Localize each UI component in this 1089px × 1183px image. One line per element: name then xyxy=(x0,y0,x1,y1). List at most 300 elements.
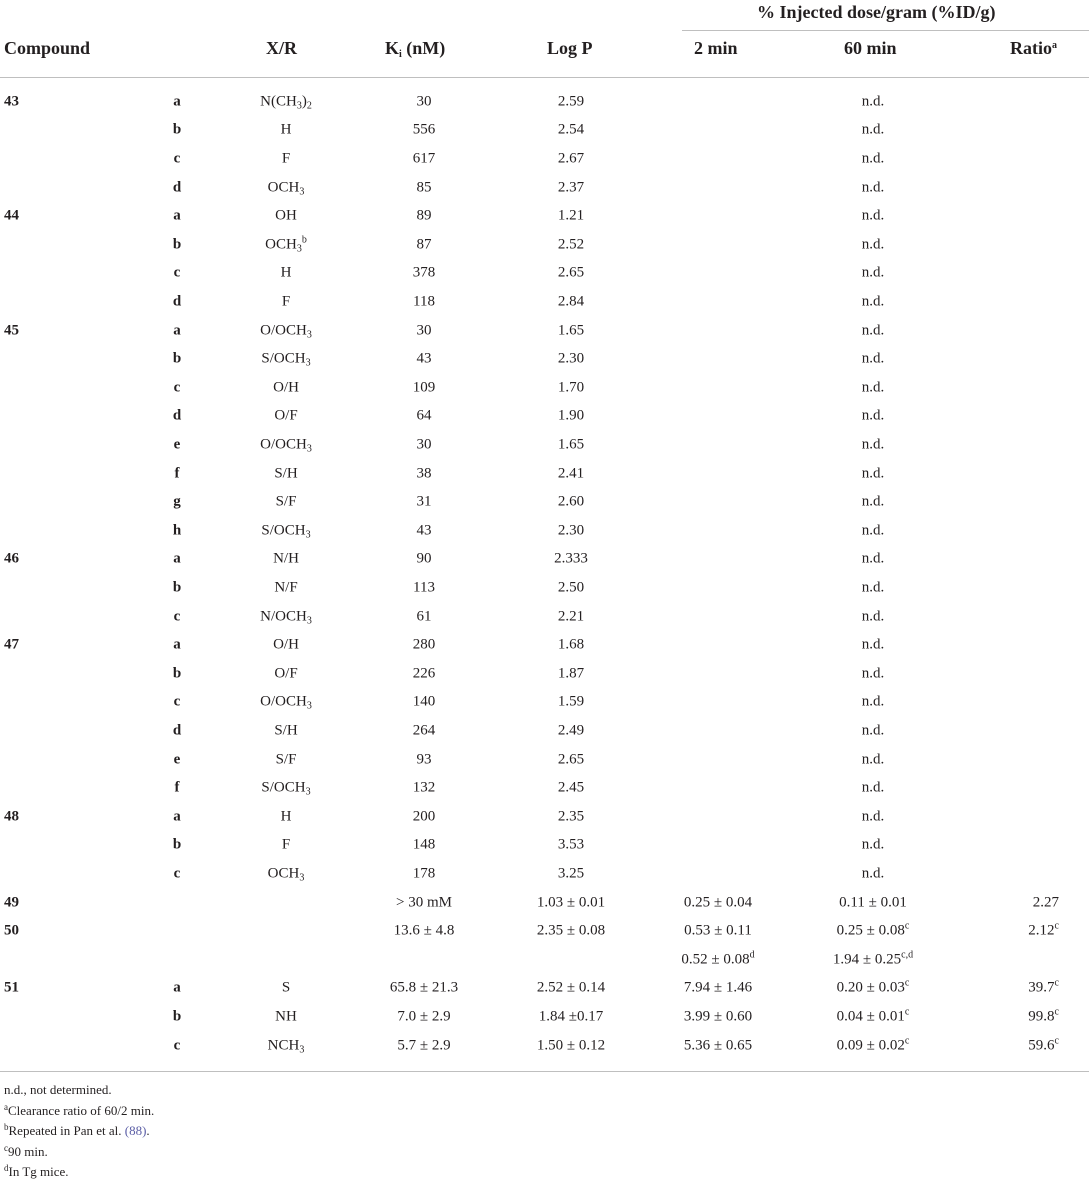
compound-number: 49 xyxy=(4,894,19,911)
dose-60min-text xyxy=(862,665,885,682)
dose-60min-value: n.d. xyxy=(861,150,885,167)
compound-number: 43 xyxy=(4,93,19,110)
footnote-text: In Tg mice. xyxy=(8,1164,69,1180)
dose-60min-text xyxy=(862,436,885,453)
substituent-xr-formula: $NCH_3$ xyxy=(267,1037,305,1056)
substituent-xr-text xyxy=(260,93,312,110)
dose-60min-value: n.d. xyxy=(861,665,885,682)
table-row xyxy=(0,202,1089,231)
dose-60min-text xyxy=(862,122,885,139)
substituent-xr-text xyxy=(282,150,290,167)
header-ratio-sup: a xyxy=(1052,40,1057,51)
substituent-xr-text xyxy=(268,1037,305,1054)
compound-variant-letter: g xyxy=(173,493,181,510)
clearance-ratio-value: 2.12 xyxy=(1028,922,1055,939)
dose-2min-text xyxy=(684,980,752,997)
dose-60min-value: n.d. xyxy=(861,207,885,224)
substituent-xr-formula: O/F xyxy=(274,665,298,682)
substituent-xr-text xyxy=(274,579,297,596)
dose-60min-text xyxy=(862,265,885,282)
dose-60min-text xyxy=(862,465,885,482)
substituent-xr-text xyxy=(260,608,312,625)
dose-60min-value: n.d. xyxy=(861,608,885,625)
substituent-xr-formula: S/H xyxy=(274,465,298,482)
compound-variant-letter: a xyxy=(173,322,181,339)
dose-60min-text xyxy=(862,837,885,854)
dose-60min-text xyxy=(862,522,885,539)
ki-value-text: 113 xyxy=(413,579,435,596)
compound-variant-letter: c xyxy=(173,693,181,710)
dose-60min-value: n.d. xyxy=(861,264,885,281)
dose-60min-text xyxy=(862,379,885,396)
footnote-c xyxy=(4,1142,154,1163)
substituent-xr-formula: O/F xyxy=(274,407,298,424)
header-ki-sub: i xyxy=(399,49,402,60)
substituent-xr-formula: $N(CH_3)_2$ xyxy=(260,93,312,112)
table-row xyxy=(0,402,1089,431)
table-row xyxy=(0,660,1089,689)
table-row xyxy=(0,974,1089,1003)
substituent-xr-formula: N/H xyxy=(273,550,299,567)
ki-value-text: 61 xyxy=(416,608,432,625)
footnote-sup: a xyxy=(4,1101,8,1112)
dose-60min-value: 0.25 ± 0.08 xyxy=(836,922,905,939)
substituent-xr-formula: $O/OCH_3$ xyxy=(260,436,312,455)
ki-value-text: 148 xyxy=(412,836,436,853)
dose-2min-value: 3.99 ± 0.60 xyxy=(683,1008,753,1025)
substituent-xr-formula: S/F xyxy=(275,751,297,768)
dose-60min-text xyxy=(836,977,910,997)
clearance-ratio-value: 39.7 xyxy=(1028,979,1055,996)
dose-60min-value: n.d. xyxy=(861,493,885,510)
clearance-ratio xyxy=(1028,977,1059,997)
compound-variant-letter: d xyxy=(172,293,182,310)
compound-variant-letter: a xyxy=(173,636,181,653)
dose-2min-text xyxy=(684,923,752,940)
table-row xyxy=(0,631,1089,660)
ki-value-text: 89 xyxy=(416,207,432,224)
compound-number: 47 xyxy=(4,636,19,653)
group-header-injected-dose: % Injected dose/gram (%ID/g) xyxy=(757,2,996,22)
substituent-xr-formula: H xyxy=(280,264,292,281)
compound-variant-letter: c xyxy=(173,865,181,882)
dose-60min-sup: c xyxy=(904,977,910,989)
dose-60min-value: n.d. xyxy=(861,322,885,339)
dose-60min-value: n.d. xyxy=(861,693,885,710)
dose-2min-value: 0.52 ± 0.08 xyxy=(681,951,750,968)
logp-value-text: 3.53 xyxy=(557,836,585,853)
ki-value-text: 140 xyxy=(412,693,436,710)
logp-value-text: 2.41 xyxy=(557,465,585,482)
logp-value-text: 2.59 xyxy=(557,93,585,110)
substituent-xr-text xyxy=(261,780,310,797)
header-ratio-label: Ratio xyxy=(1010,38,1052,58)
ki-value-text: 65.8 ± 21.3 xyxy=(389,979,459,996)
table-row xyxy=(0,259,1089,288)
dose-60min-sup: c xyxy=(904,920,910,932)
compound-variant-letter: d xyxy=(172,179,182,196)
compound-variant-letter: h xyxy=(172,522,182,539)
footnote-sup: c xyxy=(4,1142,8,1153)
compound-number: 50 xyxy=(4,922,19,939)
clearance-ratio-value: 59.6 xyxy=(1028,1037,1055,1054)
table-row xyxy=(0,574,1089,603)
compound-variant-letter: b xyxy=(172,121,182,138)
footnote-d xyxy=(4,1162,154,1183)
dose-60min-value: n.d. xyxy=(861,722,885,739)
substituent-xr-formula: $O/OCH_3$ xyxy=(260,693,312,712)
logp-value-text: 2.45 xyxy=(557,779,585,796)
header-ki xyxy=(385,38,445,59)
dose-60min-value: n.d. xyxy=(861,636,885,653)
dose-60min-text xyxy=(862,351,885,368)
table-row xyxy=(0,717,1089,746)
footnote-text-end: . xyxy=(146,1123,150,1139)
dose-60min-value: 1.94 ± 0.25 xyxy=(832,951,902,968)
substituent-xr-text xyxy=(281,265,292,282)
logp-value-text: 2.49 xyxy=(557,722,585,739)
compound-variant-letter: f xyxy=(174,779,180,796)
substituent-xr-sup: b xyxy=(301,234,307,246)
logp-value-text: 2.52 xyxy=(557,236,585,253)
dose-60min-value: 0.09 ± 0.02 xyxy=(836,1037,905,1054)
clearance-ratio xyxy=(1028,1008,1059,1025)
table-row xyxy=(0,1003,1089,1032)
table-row xyxy=(0,459,1089,488)
dose-60min-text xyxy=(836,920,910,940)
substituent-xr-formula: F xyxy=(281,293,291,310)
ki-value-text: 38 xyxy=(416,465,432,482)
substituent-xr-formula: H xyxy=(280,121,292,138)
logp-value-text: 1.68 xyxy=(557,636,585,653)
dose-60min-value: n.d. xyxy=(861,465,885,482)
ki-value-text: 118 xyxy=(413,293,435,310)
dose-60min-text xyxy=(862,322,885,339)
dose-60min-value: n.d. xyxy=(861,236,885,253)
ki-value-text: > 30 mM xyxy=(396,894,452,911)
footnote-sup: b xyxy=(4,1122,9,1133)
substituent-xr-formula: $OCH_3$ xyxy=(267,865,305,884)
substituent-xr-text xyxy=(274,722,297,739)
table-bottom-rule xyxy=(0,1071,1089,1072)
dose-60min-value: n.d. xyxy=(861,836,885,853)
footnote-nd xyxy=(4,1080,154,1101)
table-row xyxy=(0,888,1089,917)
header-bottom-rule xyxy=(0,77,1089,78)
compound-variant-letter: b xyxy=(172,1008,182,1025)
compound-variant-letter: a xyxy=(173,979,181,996)
compound-variant-letter: f xyxy=(174,465,180,482)
substituent-xr-text xyxy=(274,665,297,682)
ki-value-text: 30 xyxy=(416,322,432,339)
ki-value-text: 87 xyxy=(416,236,432,253)
dose-60min-text xyxy=(862,408,885,425)
dose-60min-text xyxy=(837,1008,910,1025)
reference-link[interactable]: (88) xyxy=(124,1123,147,1139)
logp-value-text: 2.65 xyxy=(557,264,585,281)
dose-60min-value: n.d. xyxy=(861,179,885,196)
logp-value-text: 2.60 xyxy=(557,493,585,510)
compound-variant-letter: d xyxy=(172,722,182,739)
dose-2min-value: 5.36 ± 0.65 xyxy=(683,1037,753,1054)
dose-60min-value: 0.20 ± 0.03 xyxy=(836,979,905,996)
clearance-ratio-sup: c xyxy=(1054,1006,1059,1018)
clearance-ratio-value: 2.27 xyxy=(1032,894,1059,911)
substituent-xr-text xyxy=(275,208,297,225)
header-ki-k: K xyxy=(385,38,400,58)
substituent-xr-text xyxy=(282,293,290,310)
dose-60min-text xyxy=(862,865,885,882)
dose-60min-sup: c xyxy=(904,1006,910,1018)
table-row xyxy=(0,1031,1089,1060)
dose-60min-text xyxy=(839,894,907,911)
ki-value-text: 556 xyxy=(412,121,436,138)
ki-value-text: 200 xyxy=(412,808,436,825)
logp-value-text: 2.35 ± 0.08 xyxy=(536,922,606,939)
dose-60min-sup: c xyxy=(904,1035,910,1047)
table-row xyxy=(0,946,1089,975)
dose-2min-sup: d xyxy=(749,949,755,961)
logp-value-text: 2.65 xyxy=(557,751,585,768)
dose-60min-text xyxy=(862,579,885,596)
dose-60min-text xyxy=(862,808,885,825)
dose-60min-value: n.d. xyxy=(861,865,885,882)
logp-value-text: 1.03 ± 0.01 xyxy=(536,894,606,911)
logp-value-text: 2.67 xyxy=(557,150,585,167)
substituent-xr-formula: O/H xyxy=(273,636,299,653)
compound-variant-letter: c xyxy=(173,608,181,625)
logp-value-text: 1.21 xyxy=(557,207,585,224)
substituent-xr-text xyxy=(273,379,299,396)
dose-60min-text xyxy=(837,1037,910,1054)
table-row xyxy=(0,831,1089,860)
substituent-xr-text xyxy=(260,694,312,711)
table-row xyxy=(0,774,1089,803)
ki-value-text: 93 xyxy=(416,751,432,768)
table-row xyxy=(0,488,1089,517)
logp-value-text: 1.87 xyxy=(557,665,585,682)
logp-value-text: 1.84 ±0.17 xyxy=(538,1008,604,1025)
ki-value-text: 280 xyxy=(412,636,436,653)
ki-value-text: 264 xyxy=(412,722,436,739)
dose-2min-text xyxy=(684,894,752,911)
substituent-xr-formula: $N/OCH_3$ xyxy=(260,608,312,627)
ki-value-text: 64 xyxy=(416,407,432,424)
logp-value-text: 3.25 xyxy=(557,865,585,882)
clearance-ratio xyxy=(1028,920,1059,940)
compound-variant-letter: c xyxy=(173,1037,181,1054)
dose-2min-value: 0.25 ± 0.04 xyxy=(683,894,753,911)
compound-variant-letter: c xyxy=(173,150,181,167)
logp-value-text: 2.54 xyxy=(557,121,585,138)
table-row xyxy=(0,860,1089,889)
substituent-xr-text xyxy=(261,351,310,368)
substituent-xr-text xyxy=(281,808,292,825)
footnote-text: Repeated in Pan et al. xyxy=(8,1123,125,1139)
substituent-xr-text xyxy=(273,637,299,654)
logp-value-text: 2.30 xyxy=(557,350,585,367)
substituent-xr-text xyxy=(273,551,299,568)
substituent-xr-text xyxy=(274,465,297,482)
compound-variant-letter: a xyxy=(173,93,181,110)
substituent-xr-text xyxy=(260,322,312,339)
dose-60min-text xyxy=(862,551,885,568)
dose-60min-value: 0.11 ± 0.01 xyxy=(839,894,907,911)
dose-60min-text xyxy=(862,236,885,253)
footnote-text: n.d., not determined. xyxy=(4,1082,112,1097)
table-row xyxy=(0,288,1089,317)
dose-60min-text xyxy=(862,293,885,310)
ki-value-text: 43 xyxy=(416,522,432,539)
compound-variant-letter: b xyxy=(172,836,182,853)
substituent-xr-text xyxy=(261,522,310,539)
ki-value-text: 109 xyxy=(412,379,436,396)
substituent-xr-text xyxy=(282,837,290,854)
substituent-xr-formula: $S/OCH_3$ xyxy=(261,350,311,369)
substituent-xr-text xyxy=(260,436,312,453)
substituent-xr-formula: $O/OCH_3$ xyxy=(260,322,312,341)
compound-variant-letter: a xyxy=(173,808,181,825)
compound-variant-letter: a xyxy=(173,207,181,224)
clearance-ratio-sup: c xyxy=(1054,977,1059,989)
dose-60min-value: n.d. xyxy=(861,121,885,138)
substituent-xr-formula: $S/OCH_3$ xyxy=(261,522,311,541)
table-row xyxy=(0,517,1089,546)
compound-variant-letter: b xyxy=(172,579,182,596)
ki-value-text: 85 xyxy=(416,179,432,196)
dose-60min-sup: c,d xyxy=(901,949,914,961)
compound-variant-letter: c xyxy=(173,379,181,396)
header-2min: 2 min xyxy=(694,38,738,58)
table-row xyxy=(0,345,1089,374)
compound-number: 48 xyxy=(4,808,19,825)
substituent-xr-text xyxy=(265,236,307,253)
dose-60min-value: n.d. xyxy=(861,751,885,768)
substituent-xr-text xyxy=(275,1008,297,1025)
dose-60min-text xyxy=(862,780,885,797)
substituent-xr-formula: S/F xyxy=(275,493,297,510)
compound-variant-letter: e xyxy=(173,436,181,453)
ki-value-text: 178 xyxy=(412,865,436,882)
footnote-text: 90 min. xyxy=(8,1143,48,1159)
substituent-xr-formula: $S/OCH_3$ xyxy=(261,779,311,798)
logp-value-text: 2.84 xyxy=(557,293,585,310)
logp-value-text: 1.50 ± 0.12 xyxy=(536,1037,606,1054)
header-ratio xyxy=(1010,38,1057,59)
group-header-rule xyxy=(682,30,1089,31)
ki-value-text: 226 xyxy=(412,665,436,682)
compound-number: 45 xyxy=(4,322,19,339)
dose-2min-text xyxy=(684,1008,752,1025)
table-row xyxy=(0,316,1089,345)
dose-2min-value: 7.94 ± 1.46 xyxy=(683,979,753,996)
compound-number: 51 xyxy=(4,979,19,996)
substituent-xr-text xyxy=(282,980,290,997)
dose-60min-value: n.d. xyxy=(861,293,885,310)
substituent-xr-formula: OH xyxy=(275,207,297,224)
dose-60min-value: n.d. xyxy=(861,350,885,367)
clearance-ratio xyxy=(1028,1037,1059,1054)
dose-2min-text xyxy=(681,951,754,968)
logp-value-text: 2.37 xyxy=(557,179,585,196)
substituent-xr-formula: S/H xyxy=(274,722,298,739)
compound-variant-letter: b xyxy=(172,350,182,367)
substituent-xr-text xyxy=(276,494,297,511)
substituent-xr-formula: NH xyxy=(275,1008,297,1025)
dose-60min-text xyxy=(862,751,885,768)
substituent-xr-formula: F xyxy=(281,836,291,853)
ki-value-text: 5.7 ± 2.9 xyxy=(397,1037,451,1054)
substituent-xr-text xyxy=(281,122,292,139)
ki-value-text: 31 xyxy=(416,493,432,510)
clearance-ratio xyxy=(1033,894,1059,911)
dose-60min-value: n.d. xyxy=(861,808,885,825)
ki-value-text: 30 xyxy=(416,436,432,453)
header-compound: Compound xyxy=(4,38,91,58)
substituent-xr-formula: $OCH_3$ xyxy=(267,179,305,198)
dose-60min-text xyxy=(833,951,913,968)
ki-value-text: 13.6 ± 4.8 xyxy=(393,922,455,939)
ki-value-text: 43 xyxy=(416,350,432,367)
logp-value-text: 2.21 xyxy=(557,608,585,625)
dose-60min-value: 0.04 ± 0.01 xyxy=(836,1008,905,1025)
ki-value-text: 30 xyxy=(416,93,432,110)
substituent-xr-formula: F xyxy=(281,150,291,167)
logp-value-text: 1.90 xyxy=(557,407,585,424)
substituent-xr-text xyxy=(276,751,297,768)
table-row xyxy=(0,745,1089,774)
substituent-xr-text xyxy=(268,179,305,196)
ki-value-text: 7.0 ± 2.9 xyxy=(397,1008,451,1025)
logp-value-text: 2.30 xyxy=(557,522,585,539)
dose-60min-text xyxy=(862,93,885,110)
compound-variant-letter: c xyxy=(173,264,181,281)
clearance-ratio-sup: c xyxy=(1054,920,1059,932)
header-60min: 60 min xyxy=(844,38,897,58)
substituent-xr-formula: S xyxy=(281,979,291,996)
header-ki-unit: (nM) xyxy=(401,38,446,58)
dose-60min-value: n.d. xyxy=(861,407,885,424)
dose-60min-value: n.d. xyxy=(861,779,885,796)
footnote-text: Clearance ratio of 60/2 min. xyxy=(8,1102,155,1118)
footnote-b xyxy=(4,1121,154,1142)
logp-value-text: 2.50 xyxy=(557,579,585,596)
logp-value-text: 1.65 xyxy=(557,436,585,453)
compound-variant-letter: d xyxy=(172,407,182,424)
substituent-xr-formula: $OCH_3$ xyxy=(265,236,302,255)
logp-value-text: 1.70 xyxy=(557,379,585,396)
substituent-xr-formula: H xyxy=(280,808,292,825)
table-row xyxy=(0,145,1089,174)
dose-60min-value: n.d. xyxy=(861,579,885,596)
dose-2min-text xyxy=(684,1037,752,1054)
table-row xyxy=(0,374,1089,403)
dose-60min-text xyxy=(862,722,885,739)
table-row xyxy=(0,688,1089,717)
table-row xyxy=(0,602,1089,631)
clearance-ratio-value: 99.8 xyxy=(1028,1008,1055,1025)
compound-number: 46 xyxy=(4,550,19,567)
logp-value-text: 2.333 xyxy=(554,550,588,567)
header-logp: Log P xyxy=(547,38,593,58)
dose-60min-value: n.d. xyxy=(861,93,885,110)
table-row xyxy=(0,173,1089,202)
logp-value-text: 1.59 xyxy=(557,693,585,710)
table-row xyxy=(0,88,1089,117)
table-row xyxy=(0,431,1089,460)
dose-60min-text xyxy=(862,637,885,654)
compound-variant-letter: b xyxy=(172,665,182,682)
